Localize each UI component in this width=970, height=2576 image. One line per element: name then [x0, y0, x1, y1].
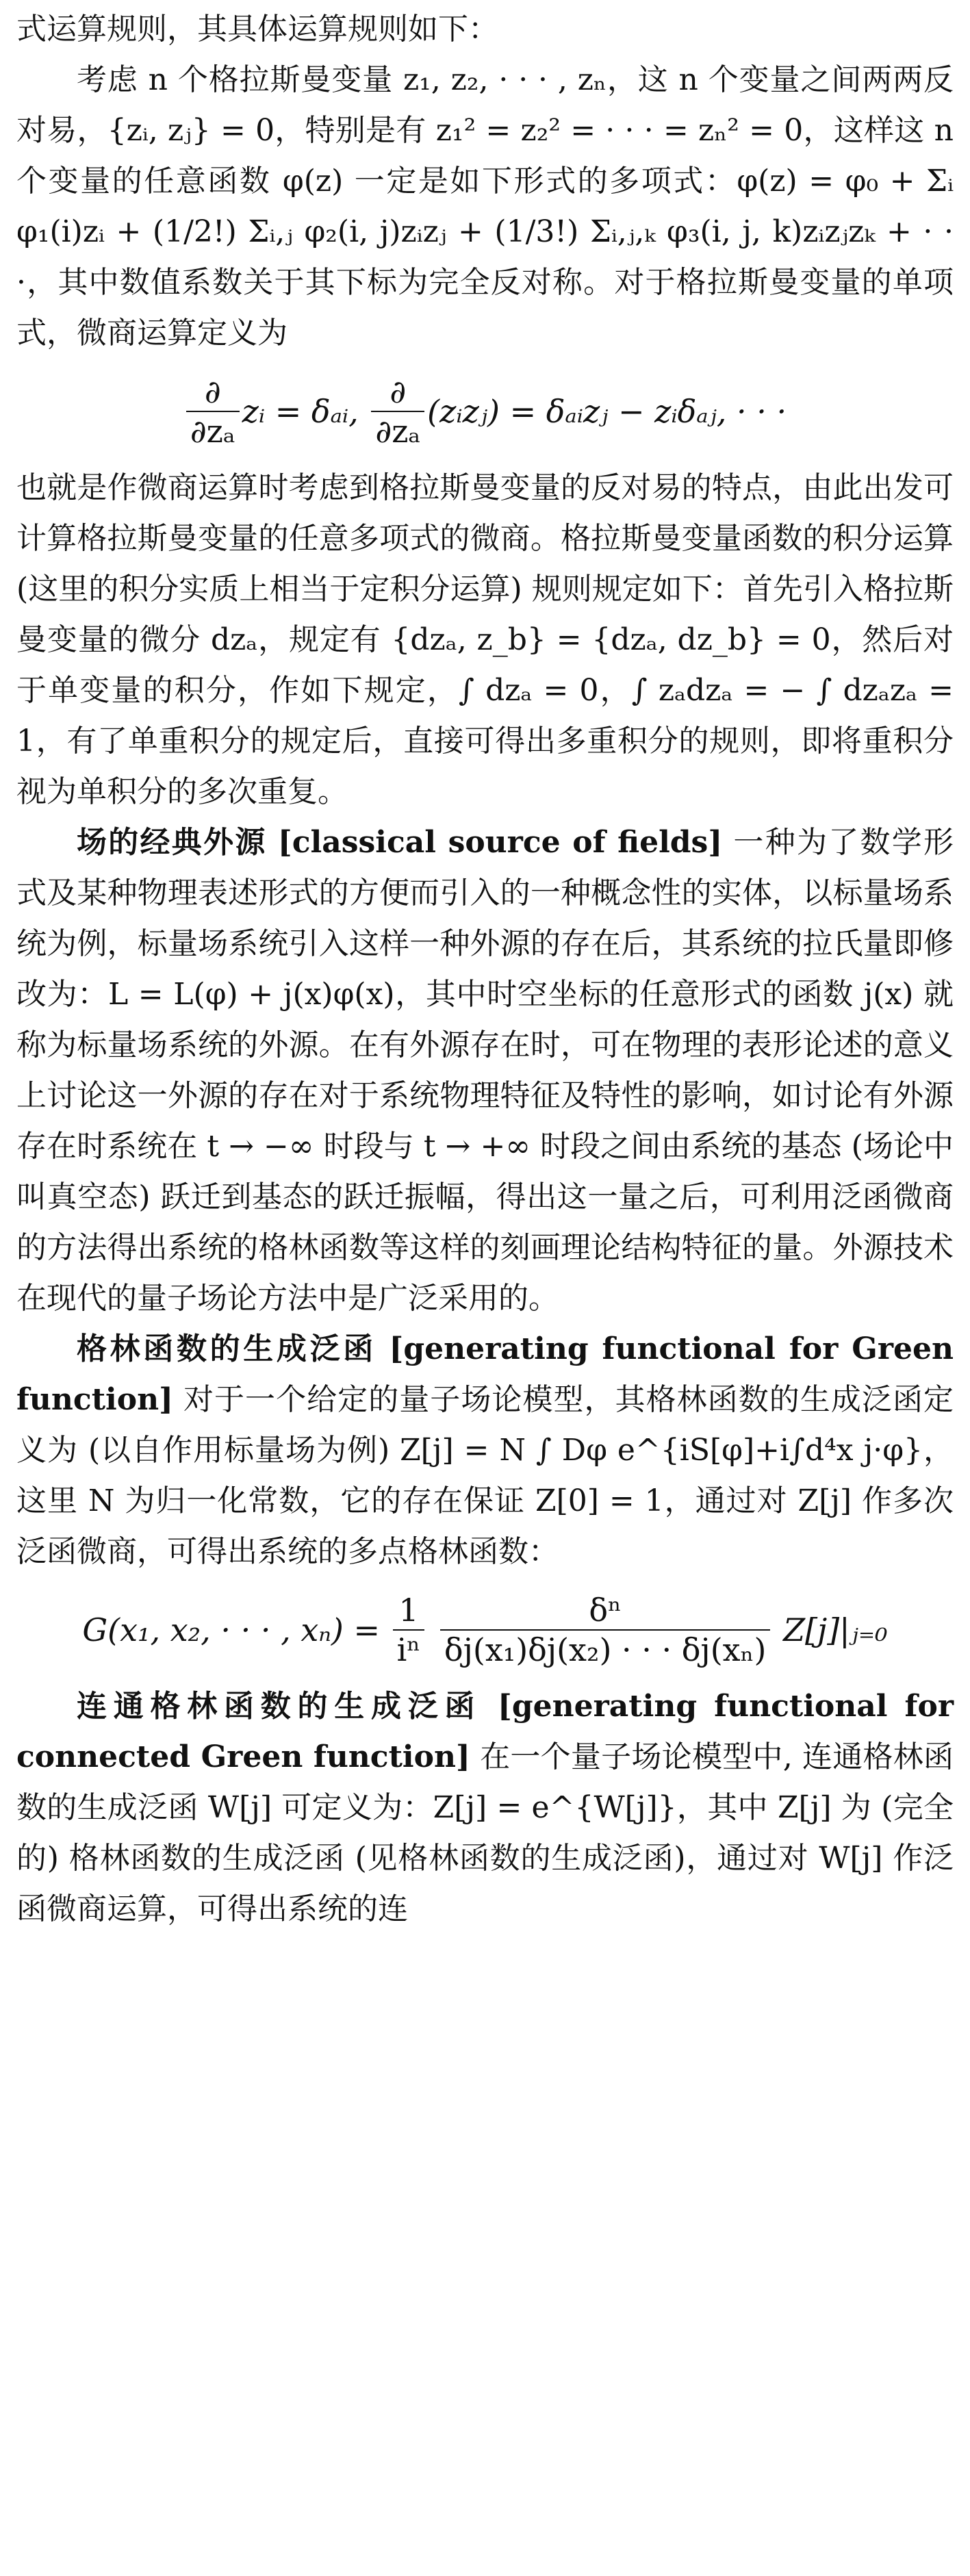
fraction-partial-2: $\frac{\partial}{\text{∂zₐ}}$	[371, 372, 424, 450]
entry-generating-functional	[16, 1324, 954, 1577]
fraction-partial-1: $\frac{\partial}{\text{∂zₐ}}$	[186, 372, 240, 450]
paragraph-grassmann-integration: 也就是作微商运算时考虑到格拉斯曼变量的反对易的特点，由此出发可计算格拉斯曼变量的任意多项式的微商。格拉斯曼变量函数的积分运算 (这里的积分实质上相当于定积分运算) 规则规定如下：首先引入格拉斯曼变量的微分 dzₐ，规定有 {dzₐ, z_b} = {dzₐ, dz_b} = 0，然后对于单变量的积分，作如下规定，∫ dzₐ = 0，∫ zₐdzₐ = − ∫ dzₐzₐ = 1，有了单重积分的规定后，直接可得出多重积分的规则，即将重积分视为单积分的多次重复。	[16, 470, 954, 809]
entry-classical-source	[16, 817, 954, 1324]
entry-connected-generating-functional	[16, 1681, 954, 1935]
entry-term: 场的经典外源	[77, 825, 267, 860]
fraction-one-over-i-n: $\frac{1}{\text{iⁿ}}$	[393, 1591, 425, 1669]
equation-green-function: G(x₁, x₂, · · · , xₙ) = $\frac{1}{\text{iⁿ}}$ $\frac{\text{δⁿ}}{\text{δj(x₁)δj(x₂) · · · δj(xₙ)}}$ Z[j]|ⱼ₌₀	[82, 1592, 888, 1668]
entry-body: 一种为了数学形式及某种物理表述形式的方便而引入的一种概念性的实体，以标量场系统为例，标量场系统引入这样一种外源的存在后，其系统的拉氏量即修改为：L = L(φ) + j(x)φ(x)，其中时空坐标的任意形式的函数 j(x) 就称为标量场系统的外源。在有外源存在时，可在物理的表形论述的意义上讨论这一外源的存在对于系统物理特征及特性的影响，如讨论有外源存在时系统在 t → −∞ 时段与 t → +∞ 时段之间由系统的基态 (场论中叫真空态) 跃迁到基态的跃迁振幅，得出这一量之后，可利用泛函微商的方法得出系统的格林函数等这样的刻画理论结构特征的量。外源技术在现代的量子场论方法中是广泛采用的。	[16, 825, 954, 1316]
entry-english-term: [generating functional for Green function]	[16, 1331, 954, 1417]
entry-english-term: [generating functional for connected Green function]	[16, 1689, 954, 1774]
entry-body: 对于一个给定的量子场论模型，其格林函数的生成泛函定义为 (以自作用标量场为例) Z[j] = N ∫ Dφ e^{iS[φ]+i∫d⁴x j·φ}，这里 N 为归一化常数，它的存在保证 Z[0] = 1，通过对 Z[j] 作多次泛函微商，可得出系统的多点格林函数：	[16, 1382, 954, 1569]
equation-grassmann-derivative: $\frac{\partial}{\text{∂zₐ}}$ zᵢ = δₐᵢ, $\frac{\partial}{\text{∂zₐ}}$ (zᵢzⱼ) = δₐᵢzⱼ − zᵢδₐⱼ, · · ·	[16, 359, 954, 463]
entry-term: 连通格林函数的生成泛函	[77, 1689, 482, 1724]
entry-body: 在一个量子场论模型中, 连通格林函数的生成泛函 W[j] 可定义为：Z[j] = e^{W[j]}，其中 Z[j] 为 (完全的) 格林函数的生成泛函 (见格林函数的生成泛函)，通过对 W[j] 作泛函微商运算，可得出系统的连	[16, 1739, 954, 1926]
entry-term: 格林函数的生成泛函	[77, 1331, 376, 1366]
fraction-functional-derivative: $\frac{\text{δⁿ}}{\text{δj(x₁)δj(x₂) · · · δj(xₙ)}}$	[440, 1591, 771, 1669]
paragraph-intro-continued: 式运算规则，其具体运算规则如下：	[16, 12, 498, 47]
paragraph-grassmann-definition: 考虑 n 个格拉斯曼变量 z₁, z₂, · · · , zₙ，这 n 个变量之间两两反对易，{zᵢ, zⱼ} = 0，特别是有 z₁² = z₂² = · · · = zₙ² = 0，这样这 n 个变量的任意函数 φ(z) 一定是如下形式的多项式：φ(z) = φ₀ + Σᵢ φ₁(i)zᵢ + (1/2!) Σᵢ,ⱼ φ₂(i, j)zᵢzⱼ + (1/3!) Σᵢ,ⱼ,ₖ φ₃(i, j, k)zᵢzⱼzₖ + · · ·，其中数值系数关于其下标为完全反对称。对于格拉斯曼变量的单项式，微商运算定义为	[16, 62, 954, 350]
entry-english-term: [classical source of fields]	[277, 825, 723, 860]
